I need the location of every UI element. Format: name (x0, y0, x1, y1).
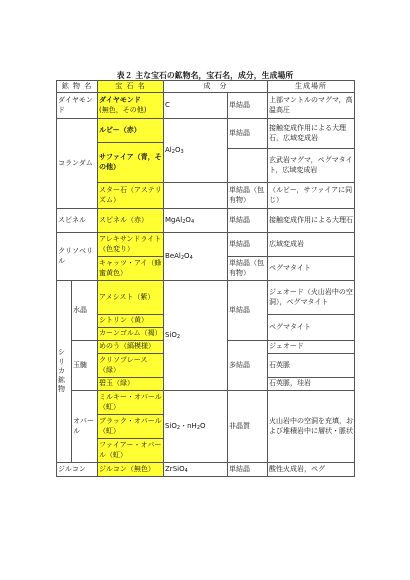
gem-agate: めのう（縞模様） (98, 341, 164, 354)
structure-quartz: 単結晶 (228, 281, 268, 341)
component-text: O (174, 145, 181, 154)
component-text: SiO (165, 421, 177, 430)
component-subscript: 2 (176, 333, 181, 340)
component-star-empty (164, 183, 228, 209)
table-row (57, 463, 355, 477)
gem-diamond-color: (無色，その他) (99, 105, 147, 114)
location-jasper: 石英脈，珪岩 (268, 378, 355, 391)
table-row (57, 209, 355, 233)
component-text: ・nH (180, 421, 197, 430)
gem-alexandrite: アレキサンドライト（色変り） (98, 233, 164, 257)
mineral-chalcedony: 玉髄 (72, 341, 98, 391)
mineral-quartz: 水晶 (72, 281, 98, 341)
location-cairngorm: ペグマタイト (268, 315, 355, 341)
structure-sapphire-empty (228, 149, 268, 183)
gem-fire-opal: ファイアー・オパール（虹） (98, 439, 164, 463)
gem-ruby: ルビー（赤） (98, 119, 164, 143)
gem-jasper: 碧玉（緑） (98, 378, 164, 391)
gem-amethyst: アメシスト（紫） (98, 281, 164, 315)
location-star: （ルビー，サファイアに同じ） (268, 183, 355, 209)
component-chrysoberyl (164, 233, 228, 281)
table-row (57, 281, 355, 315)
component-subscript: 4 (189, 254, 193, 261)
mineral-opal: オパール (72, 391, 98, 463)
structure-star: 単結晶（包有物） (228, 183, 268, 209)
location-amethyst: ジェオード（火山岩中の空洞），ペグマタイト (268, 281, 355, 315)
component-text: O (185, 215, 191, 224)
gem-sapphire-label: サファイア（青，その他） (99, 153, 162, 171)
component-subscript: 4 (184, 467, 188, 474)
structure-opal: 非晶質 (228, 391, 268, 463)
component-text: ZrSiO (165, 464, 185, 473)
component-text: O (184, 251, 190, 260)
component-text: SiO (165, 330, 177, 339)
component-text: Al (165, 145, 172, 154)
location-ruby: 接触変成作用による大理石，広域変成岩 (268, 119, 355, 149)
component-silica (164, 281, 228, 391)
component-text: BeAl (165, 251, 181, 260)
structure-alexandrite: 単結晶 (228, 233, 268, 257)
header-gem: 宝 石 名 (98, 81, 164, 93)
header-component: 成 分 (164, 81, 268, 93)
component-subscript: 2 (180, 254, 185, 261)
table-title: 表２ 主な宝石の鉱物名，宝石名，成分，生成場所 (116, 71, 294, 80)
structure-spinel: 単結晶 (228, 209, 268, 233)
component-corundum (164, 119, 228, 183)
component-subscript: 3 (180, 148, 184, 155)
gem-zircon: ジルコン（無色） (98, 463, 164, 477)
header-mineral: 鉱 物 名 (57, 81, 98, 93)
table-row (57, 183, 355, 209)
location-sapphire: 玄武岩マグマ，ペグマタイト，広域変成岩 (268, 149, 355, 183)
location-agate: ジェオード (268, 341, 355, 354)
header-location: 生成場所 (268, 81, 355, 93)
gem-sapphire (98, 143, 164, 183)
table-row (57, 119, 355, 143)
component-opal (164, 391, 228, 463)
table-row (57, 391, 355, 415)
location-cats-eye: ペグマタイト (268, 257, 355, 281)
mineral-corundum: コランダム (57, 119, 98, 209)
mineral-silica: シリカ鉱物 (57, 281, 72, 463)
component-subscript: 4 (190, 218, 195, 225)
component-subscript: 2 (176, 424, 181, 431)
location-diamond: 上部マントルのマグマ，高温高圧 (268, 93, 355, 119)
mineral-diamond: ダイヤモンド (57, 93, 98, 119)
gem-milky-opal: ミルキー・オパール（虹） (98, 391, 164, 415)
component-text: O (200, 421, 206, 430)
mineral-chrysoberyl: クリソベリル (57, 233, 98, 281)
table-row (57, 233, 355, 257)
component-subscript: 2 (196, 424, 200, 431)
gem-black-opal: ブラック・オパール（虹） (98, 415, 164, 439)
gem-cats-eye: キャッツ・アイ（蜂蜜黄色） (98, 257, 164, 281)
gem-citrine: シトリン（黄） (98, 315, 164, 328)
component-text: MgAl (165, 215, 183, 224)
component-spinel (164, 209, 228, 233)
table-header-row (57, 81, 355, 93)
structure-corundum: 単結晶 (228, 119, 268, 149)
structure-cats-eye: 単結晶（包有物） (228, 257, 268, 281)
table-row (57, 93, 355, 119)
mineral-spinel: スピネル (57, 209, 98, 233)
location-chrysoprase: 石英脈 (268, 354, 355, 378)
gem-spinel: スピネル（赤） (98, 209, 164, 233)
component-subscript: 2 (182, 218, 186, 225)
mineral-zircon: ジルコン (57, 463, 98, 477)
component-zircon (164, 463, 228, 477)
location-alexandrite: 広域変成岩 (268, 233, 355, 257)
gem-diamond (98, 93, 164, 119)
location-zircon: 酸性火成岩，ペグ (268, 463, 355, 477)
location-opal: 火山岩中の空洞を充填，および堆積岩中に層状・脈状 (268, 391, 355, 463)
structure-diamond: 単結晶 (228, 93, 268, 119)
structure-zircon: 単結晶 (228, 463, 268, 477)
gem-table (56, 80, 355, 477)
structure-chalcedony: 多結晶 (228, 341, 268, 391)
location-spinel: 接触変成作用による大理石 (268, 209, 355, 233)
component-diamond: C (164, 93, 228, 119)
gem-chrysoprase: クリソプレース（緑） (98, 354, 164, 378)
component-subscript: 2 (171, 148, 175, 155)
gem-diamond-name: ダイヤモンド (99, 96, 141, 105)
gem-cairngorm: カーンゴルム（褐） (98, 328, 164, 341)
gem-star: スター石（アステリズム） (98, 183, 164, 209)
